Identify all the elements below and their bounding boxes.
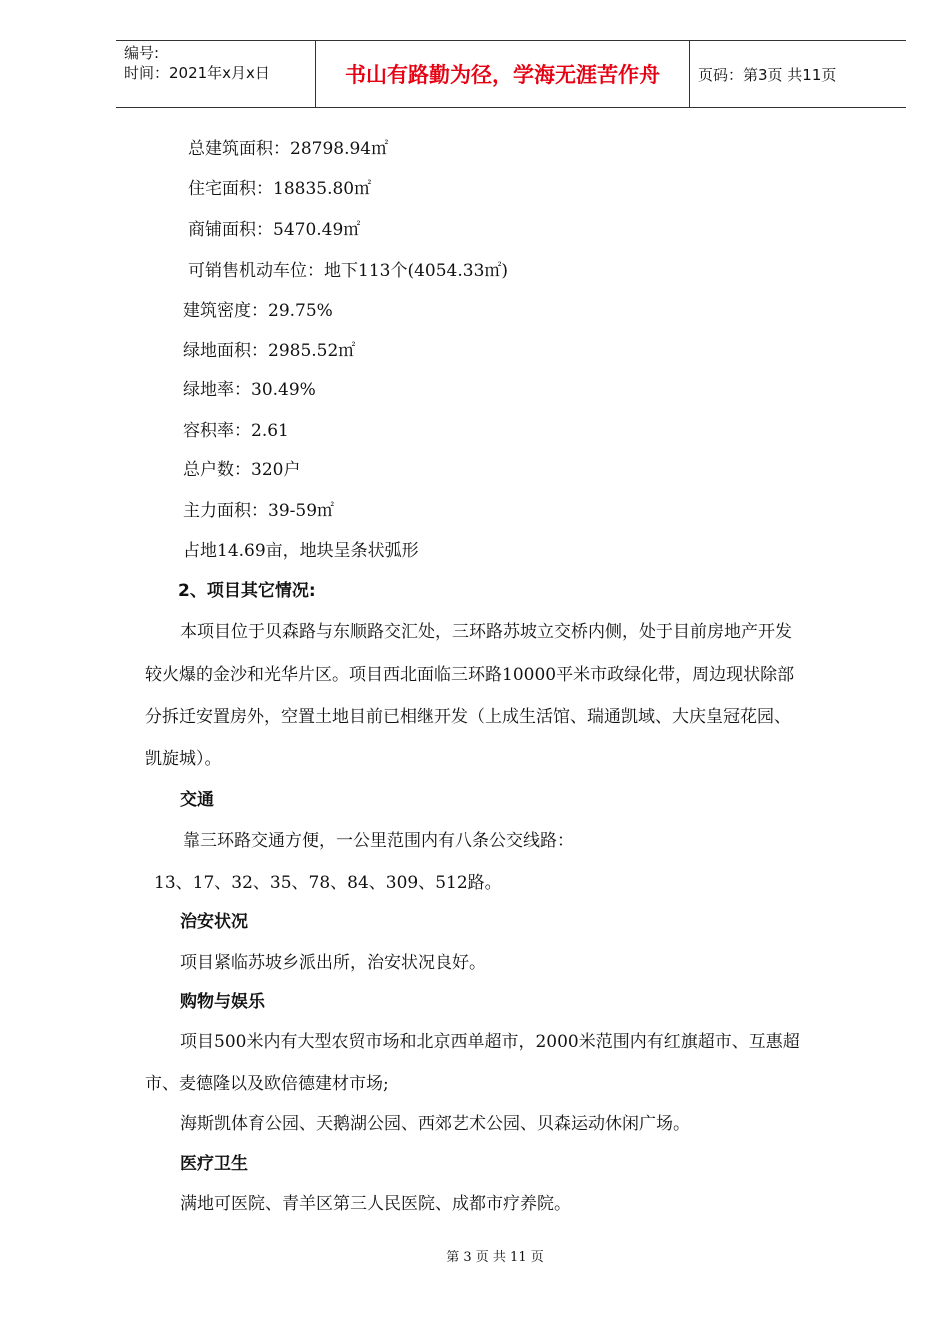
paragraph-line: 较火爆的金沙和光华片区。项目西北面临三环路10000平米市政绿化带，周边现状除部 (145, 665, 795, 685)
subsection-title: 购物与娱乐 (180, 992, 265, 1012)
page-header (116, 40, 906, 108)
stat-line: 总建筑面积：28798.94㎡ (188, 139, 389, 159)
stat-line: 绿地率：30.49% (183, 380, 316, 400)
paragraph-line: 分拆迁安置房外，空置土地目前已相继开发（上成生活馆、瑞通凯域、大庆皇冠花园、 (145, 707, 791, 727)
stat-line: 容积率：2.61 (183, 421, 289, 441)
stat-line: 总户数：320户 (183, 460, 301, 480)
paragraph-line: 靠三环路交通方便，一公里范围内有八条公交线路： (183, 831, 574, 851)
stat-line: 占地14.69亩，地块呈条状弧形 (183, 541, 419, 561)
paragraph-line: 凯旋城）。 (145, 749, 222, 769)
subsection-title: 治安状况 (180, 912, 248, 932)
time-label: 时间：2021年x月x日 (124, 64, 270, 82)
paragraph-line: 项目500米内有大型农贸市场和北京西单超市，2000米范围内有红旗超市、互惠超 (180, 1032, 800, 1052)
number-label: 编号: (124, 44, 160, 62)
paragraph-line: 市、麦德隆以及欧倍德建材市场; (145, 1074, 389, 1094)
stat-line: 商铺面积：5470.49㎡ (188, 220, 361, 240)
page-footer: 第 3 页 共 11 页 (446, 1250, 544, 1265)
stat-line: 建筑密度：29.75% (183, 301, 333, 321)
header-meta (116, 41, 316, 107)
subsection-title: 交通 (180, 790, 214, 810)
paragraph-line: 海斯凯体育公园、天鹅湖公园、西郊艺术公园、贝森运动休闲广场。 (180, 1114, 690, 1134)
paragraph-line: 项目紧临苏坡乡派出所，治安状况良好。 (180, 953, 486, 973)
stat-line: 绿地面积：2985.52㎡ (183, 341, 356, 361)
stat-line: 主力面积：39-59㎡ (183, 501, 335, 521)
subsection-title: 医疗卫生 (180, 1154, 248, 1174)
header-motto: 书山有路勤为径，学海无涯苦作舟 (316, 41, 690, 107)
stat-line: 住宅面积：18835.80㎡ (188, 179, 372, 199)
section-title: 2、项目其它情况: (178, 581, 316, 601)
paragraph-line: 13、17、32、35、78、84、309、512路。 (154, 873, 502, 893)
header-page-info: 页码：第3页 共11页 (698, 65, 837, 84)
paragraph-line: 本项目位于贝森路与东顺路交汇处，三环路苏坡立交桥内侧，处于目前房地产开发 (180, 622, 792, 642)
paragraph-line: 满地可医院、青羊区第三人民医院、成都市疗养院。 (180, 1194, 571, 1214)
stat-line: 可销售机动车位：地下113个(4054.33㎡) (188, 261, 509, 281)
